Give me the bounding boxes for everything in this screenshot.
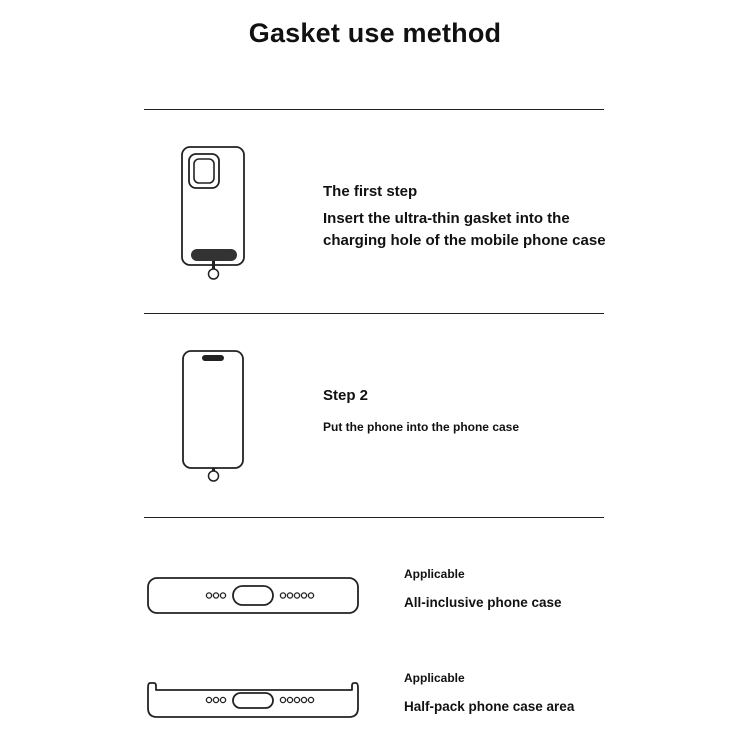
step-1-text (323, 183, 606, 252)
applicable-label: Applicable (404, 567, 465, 581)
applicable-label: Applicable (404, 671, 465, 685)
step-heading: Step 2 (323, 387, 369, 404)
case-type-label: All-inclusive phone case (404, 595, 562, 610)
page-title: Gasket use method (248, 18, 502, 48)
all-inclusive-case-bottom-icon (146, 576, 362, 616)
step-description: Put the phone into the phone case (323, 420, 520, 434)
applicable-all-inclusive (404, 567, 562, 610)
section-divider (144, 313, 604, 314)
step-description-line: Insert the ultra-thin gasket into the (323, 210, 570, 227)
section-divider (144, 109, 604, 110)
section-divider (144, 517, 604, 518)
step-2-text (323, 387, 519, 434)
step-heading: The first step (323, 183, 418, 200)
applicable-half-pack (404, 671, 574, 714)
phone-front-with-gasket-icon (176, 347, 252, 485)
phone-case-back-with-gasket-icon (176, 143, 252, 281)
step-description (323, 208, 606, 252)
half-pack-case-bottom-icon (146, 680, 362, 720)
case-type-label: Half-pack phone case area (404, 699, 575, 714)
step-description-line: charging hole of the mobile phone case (323, 232, 606, 249)
